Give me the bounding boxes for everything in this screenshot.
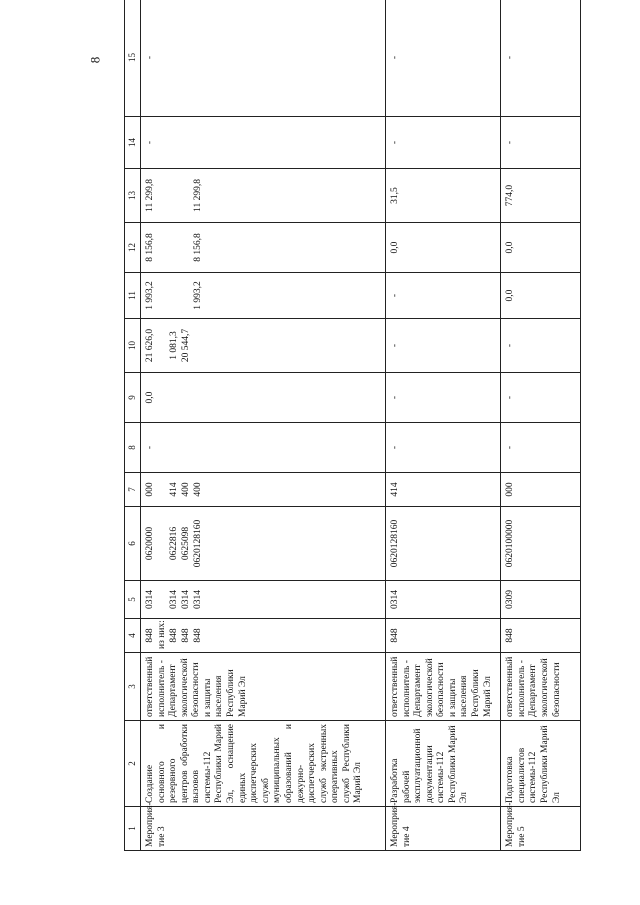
- cell-c6: 0620100000: [501, 507, 581, 581]
- table-row: [501, 0, 581, 851]
- activity-name: Разработка рабочей эксплуатационной документации системы-112 Республики Марий Эл: [386, 721, 501, 807]
- col-header: 2: [125, 721, 141, 807]
- cell-c8: -: [501, 423, 581, 473]
- col-header: 11: [125, 273, 141, 319]
- cell-c11: -: [386, 273, 501, 319]
- cell-c7: 000: [501, 473, 581, 507]
- col-header: 3: [125, 653, 141, 721]
- page-number: 8: [87, 56, 103, 64]
- cell-c4: 848: [386, 619, 501, 653]
- col-header: 15: [125, 0, 141, 117]
- cell-c10: -: [386, 319, 501, 373]
- sub-note: из них:: [157, 620, 167, 649]
- activity-id: Мероприя-тие 5: [501, 807, 581, 851]
- cell-c5: 0314 0314 0314 0314: [141, 581, 386, 619]
- table-row: [141, 0, 386, 851]
- col-header: 14: [125, 117, 141, 169]
- cell-c7: 414: [386, 473, 501, 507]
- executor: ответственный исполнитель - Департамент экологической безопасности и защиты населения Республики Марий Эл: [141, 653, 386, 721]
- col-header: 1: [125, 807, 141, 851]
- cell-c5: 0309: [501, 581, 581, 619]
- cell-c11: 0,0: [501, 273, 581, 319]
- cell-c15: -: [141, 0, 386, 117]
- cell-c4: 848: [501, 619, 581, 653]
- cell-c6: 0620128160: [386, 507, 501, 581]
- cell-c9: -: [386, 373, 501, 423]
- cell-c11: 1 993,2 1 993,2: [141, 273, 386, 319]
- cell-c7: 000 414 400 400: [141, 473, 386, 507]
- cell-c9: 0,0: [141, 373, 386, 423]
- cell-c13: 11 299,8 11 299,8: [141, 169, 386, 223]
- cell-c14: -: [501, 117, 581, 169]
- executor: ответственный исполнитель - Департамент экологической безопасности: [501, 653, 581, 721]
- col-header: 9: [125, 373, 141, 423]
- activity-id: Мероприя-тие 3: [141, 807, 386, 851]
- cell-c6: 0620000 0622816 0625098 0620128160: [141, 507, 386, 581]
- cell-c12: 0,0: [386, 223, 501, 273]
- cell-c5: 0314: [386, 581, 501, 619]
- cell-c8: -: [141, 423, 386, 473]
- activity-name: Подготовка специалистов системы-112 Республики Марий Эл: [501, 721, 581, 807]
- executor: ответственный исполнитель - Департамент экологической безопасности и защиты населения Республики Марий Эл: [386, 653, 501, 721]
- cell-c9: -: [501, 373, 581, 423]
- cell-c14: -: [386, 117, 501, 169]
- col-header: 13: [125, 169, 141, 223]
- col-header: 8: [125, 423, 141, 473]
- col-header: 4: [125, 619, 141, 653]
- cell-c15: -: [386, 0, 501, 117]
- cell-c13: 774,0: [501, 169, 581, 223]
- header-row: [125, 0, 141, 851]
- cell-c14: -: [141, 117, 386, 169]
- activity-name: Создание основного и резервного центров обработки вызовов системы-112 Республики Марий Эл, оснащение единых диспетчерских служб муниципальных образований и дежурно-диспетчерских служб экстренных оперативных служб Республики Марий Эл: [141, 721, 386, 807]
- cell-c10: 21 626,0 1 081,3 20 544,7: [141, 319, 386, 373]
- cell-c4: 848 из них: 848 848 848: [141, 619, 386, 653]
- table-row: [386, 0, 501, 851]
- col-header: 12: [125, 223, 141, 273]
- cell-c8: -: [386, 423, 501, 473]
- col-header: 10: [125, 319, 141, 373]
- cell-c12: 8 156,8 8 156,8: [141, 223, 386, 273]
- cell-c15: -: [501, 0, 581, 117]
- col-header: 7: [125, 473, 141, 507]
- program-table: [124, 0, 581, 851]
- cell-c13: 31,5: [386, 169, 501, 223]
- col-header: 5: [125, 581, 141, 619]
- cell-c10: -: [501, 319, 581, 373]
- cell-c12: 0,0: [501, 223, 581, 273]
- col-header: 6: [125, 507, 141, 581]
- rotated-page: [124, 49, 582, 851]
- activity-id: Мероприя-тие 4: [386, 807, 501, 851]
